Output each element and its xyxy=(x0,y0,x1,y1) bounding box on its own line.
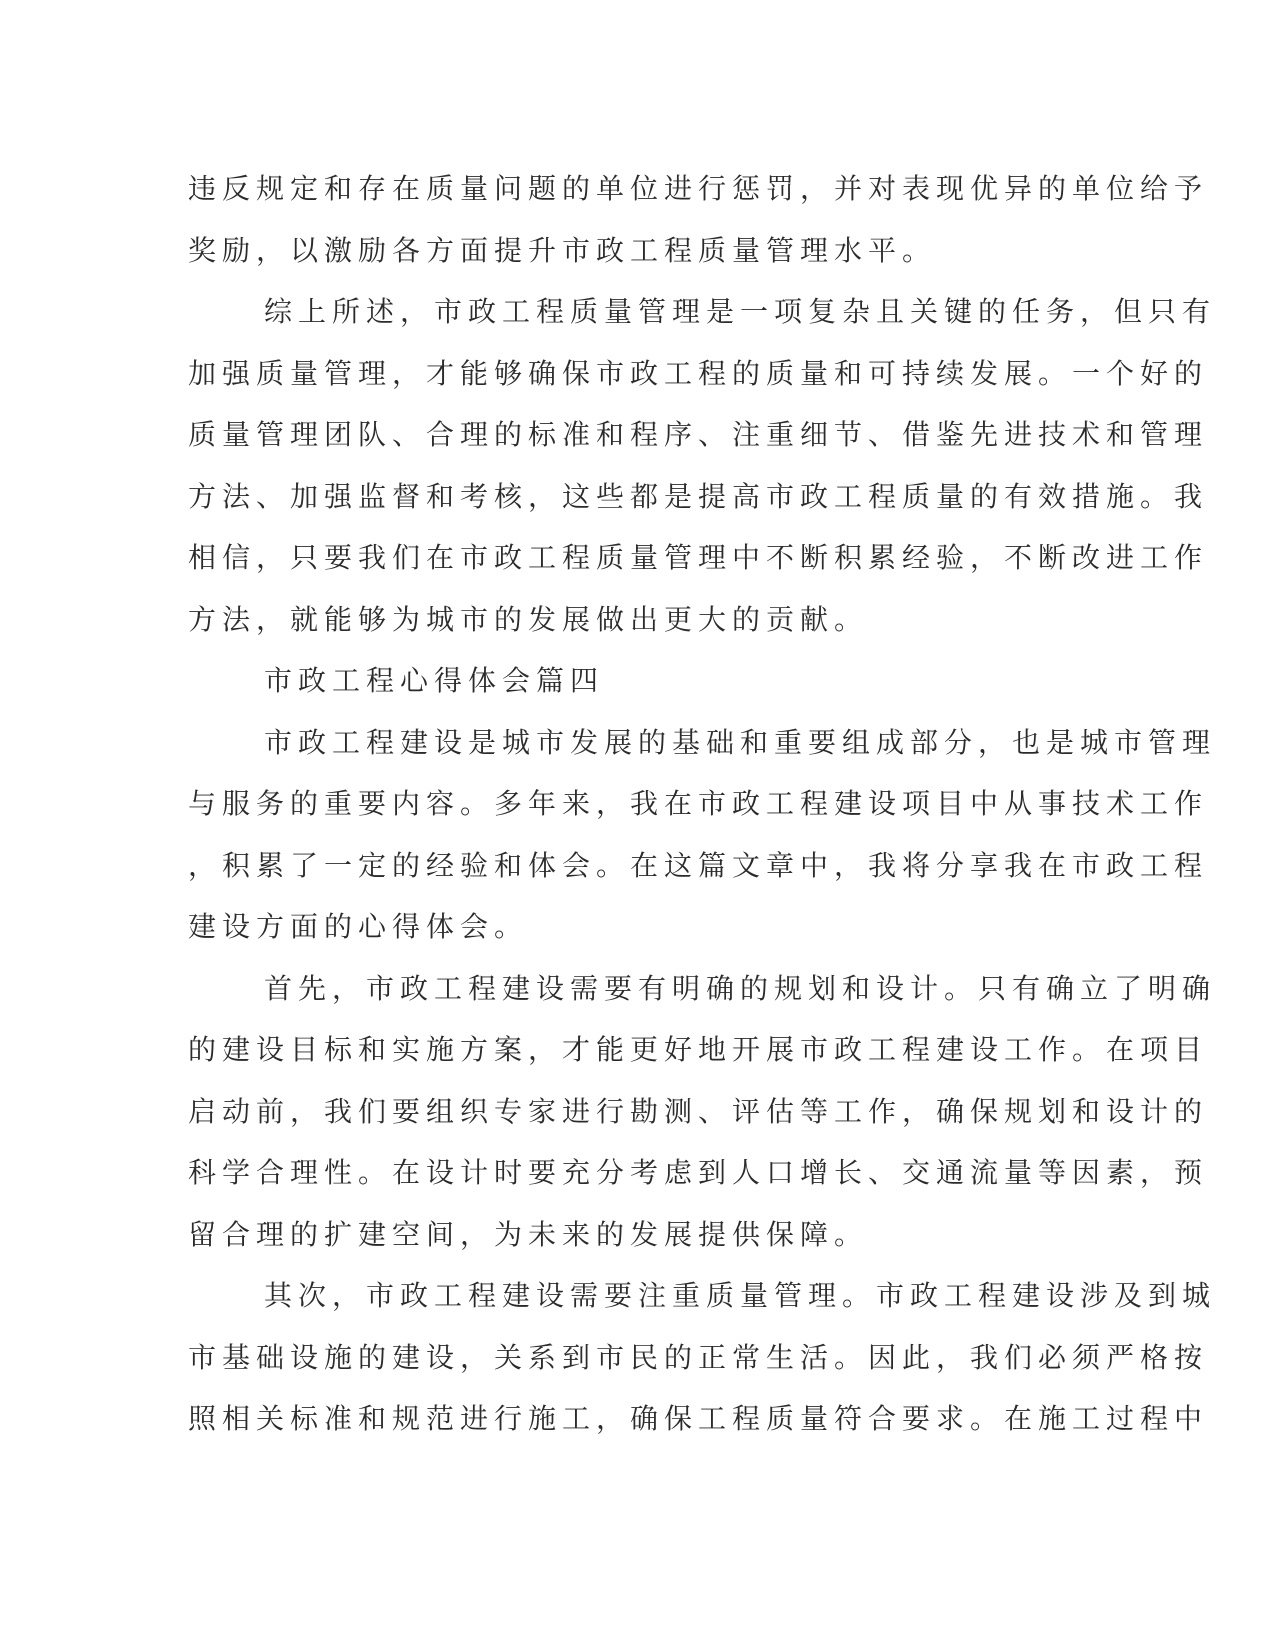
text-line: 方法，就能够为城市的发展做出更大的贡献。 xyxy=(188,602,869,636)
text-line: 质量管理团队、合理的标准和程序、注重细节、借鉴先进技术和管理 xyxy=(188,418,1209,451)
text-line: 的建设目标和实施方案，才能更好地开展市政工程建设工作。在项目 xyxy=(188,1033,1209,1066)
text-line: 其次，市政工程建设需要注重质量管理。市政工程建设涉及到城 xyxy=(264,1279,1217,1312)
text-line: 方法、加强监督和考核，这些都是提高市政工程质量的有效措施。我 xyxy=(188,479,1209,513)
text-line: 市政工程建设是城市发展的基础和重要组成部分，也是城市管理 xyxy=(264,725,1217,759)
text-line: 市基础设施的建设，关系到市民的正常生活。因此，我们必须严格按 xyxy=(188,1340,1209,1374)
text-line: 综上所述，市政工程质量管理是一项复杂且关键的任务，但只有 xyxy=(264,295,1217,328)
text-line: 与服务的重要内容。多年来，我在市政工程建设项目中从事技术工作 xyxy=(188,787,1209,820)
text-line: 加强质量管理，才能够确保市政工程的质量和可持续发展。一个好的 xyxy=(188,356,1209,390)
text-line: 奖励，以激励各方面提升市政工程质量管理水平。 xyxy=(188,233,937,267)
text-line: 照相关标准和规范进行施工，确保工程质量符合要求。在施工过程中 xyxy=(188,1402,1209,1435)
text-line: 建设方面的心得体会。 xyxy=(188,910,529,943)
text-line: 科学合理性。在设计时要充分考虑到人口增长、交通流量等因素，预 xyxy=(188,1156,1209,1189)
text-line: ，积累了一定的经验和体会。在这篇文章中，我将分享我在市政工程 xyxy=(188,848,1209,882)
text-line: 违反规定和存在质量问题的单位进行惩罚，并对表现优异的单位给予 xyxy=(188,172,1209,205)
text-line: 留合理的扩建空间，为未来的发展提供保障。 xyxy=(188,1217,869,1251)
text-line: 相信，只要我们在市政工程质量管理中不断积累经验，不断改进工作 xyxy=(188,541,1209,574)
text-line: 首先，市政工程建设需要有明确的规划和设计。只有确立了明确 xyxy=(264,971,1217,1005)
section-heading: 市政工程心得体会篇四 xyxy=(264,664,605,697)
document-body xyxy=(188,158,1217,1450)
text-line: 启动前，我们要组织专家进行勘测、评估等工作，确保规划和设计的 xyxy=(188,1094,1209,1128)
